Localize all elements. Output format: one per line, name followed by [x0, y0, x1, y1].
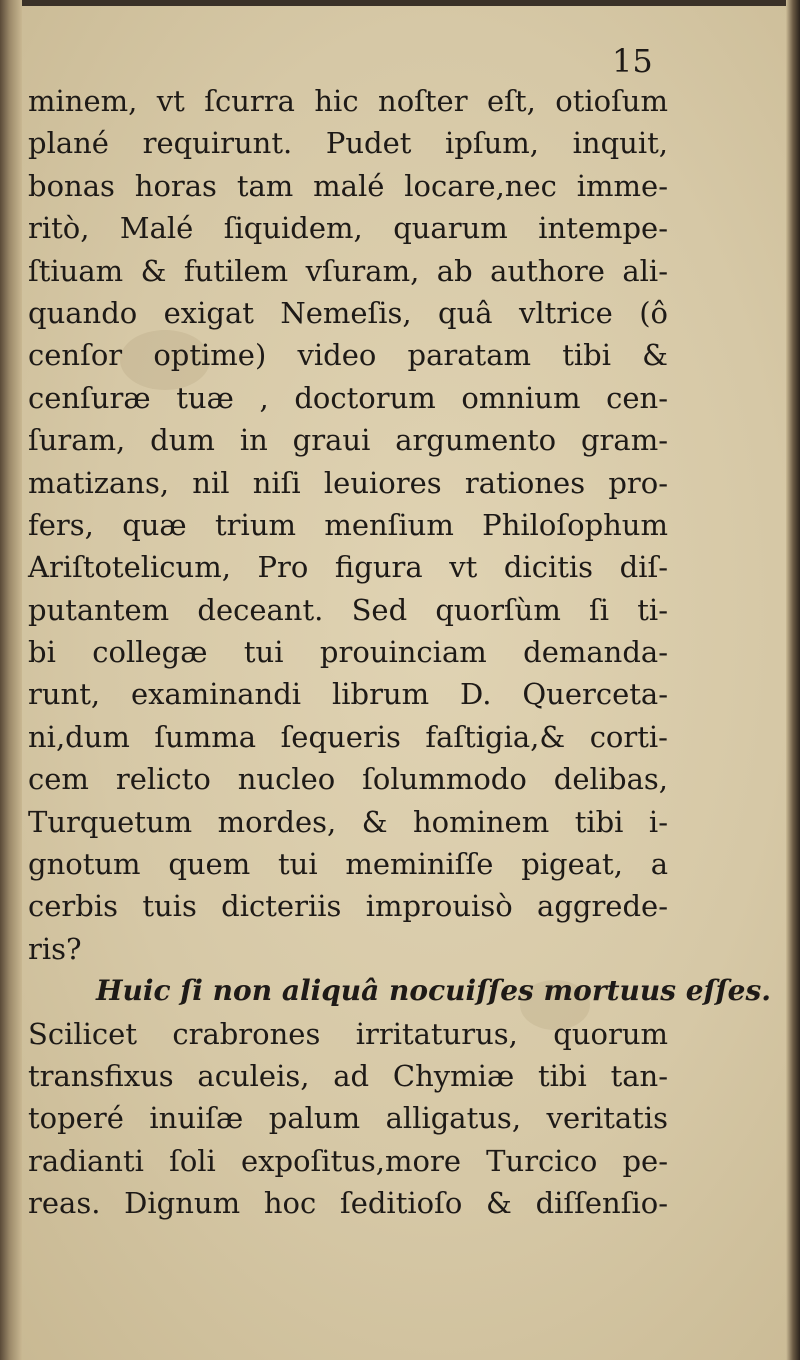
text-line: ni,dum ſumma ſequeris faſtigia,& corti-	[28, 719, 668, 754]
text-line: reas. Dignum hoc ſeditioſo & diſſenſio-	[28, 1186, 668, 1221]
page-gutter	[0, 0, 22, 1360]
text-line: Ariſtotelicum, Pro figura vt dicitis diſ-	[28, 550, 668, 585]
verse-quote: Huic ſi non aliquâ nocuiſſes mortuus eſſes.	[96, 974, 771, 1008]
text-line: Scilicet crabrones irritaturus, quorum	[28, 1016, 668, 1051]
text-line: Turquetum mordes, & hominem tibi i-	[28, 804, 668, 839]
text-line: plané requirunt. Pudet ipſum, inquit,	[28, 126, 668, 161]
body-text	[28, 80, 771, 1225]
text-line: quando exigat Nemeſis, quâ vltrice (ô	[28, 295, 668, 330]
text-line: toperé inuiſæ palum alligatus, veritatis	[28, 1101, 668, 1136]
page-top-edge	[0, 0, 800, 6]
text-line: radianti ſoli expoſitus,more Turcico pe-	[28, 1143, 668, 1178]
text-line: runt, examinandi librum D. Quercetа-	[28, 677, 668, 712]
text-line: ritò, Malé ſiquidem, quarum intempe-	[28, 211, 668, 246]
text-line: bi collegæ tui prouinciam demanda-	[28, 635, 668, 670]
page-right-edge	[786, 0, 800, 1360]
text-line: cem relicto nucleo ſolummodo delibas,	[28, 762, 668, 797]
text-line: ſuram, dum in graui argumento gram-	[28, 423, 668, 458]
text-line: bonas horas tam malé locare,nec imme-	[28, 168, 668, 203]
text-line: fers, quæ trium menſium Philoſophum	[28, 507, 668, 542]
text-line: minem, vt ſcurra hic noſter eſt, otioſum	[28, 84, 668, 118]
text-line: ſtiuam & futilem vſuram, ab authore ali-	[28, 253, 668, 288]
text-line: cenſuræ tuæ , doctorum omnium cen-	[28, 380, 668, 415]
text-line: transfixus aculeis, ad Chymiæ tibi tan-	[28, 1058, 668, 1093]
text-line: putantem deceant. Sed quorſùm ſi ti-	[28, 592, 668, 627]
text-line: ris?	[28, 931, 82, 966]
text-line: gnotum quem tui meminiſſe pigeat, a	[28, 847, 668, 882]
text-line: matizans, nil niſi leuiores rationes pro-	[28, 465, 668, 500]
text-line: cenſor optime) video paratam tibi &	[28, 338, 668, 373]
page-number: 15	[612, 42, 653, 80]
text-line: cerbis tuis dicteriis improuisò aggrede-	[28, 889, 668, 924]
